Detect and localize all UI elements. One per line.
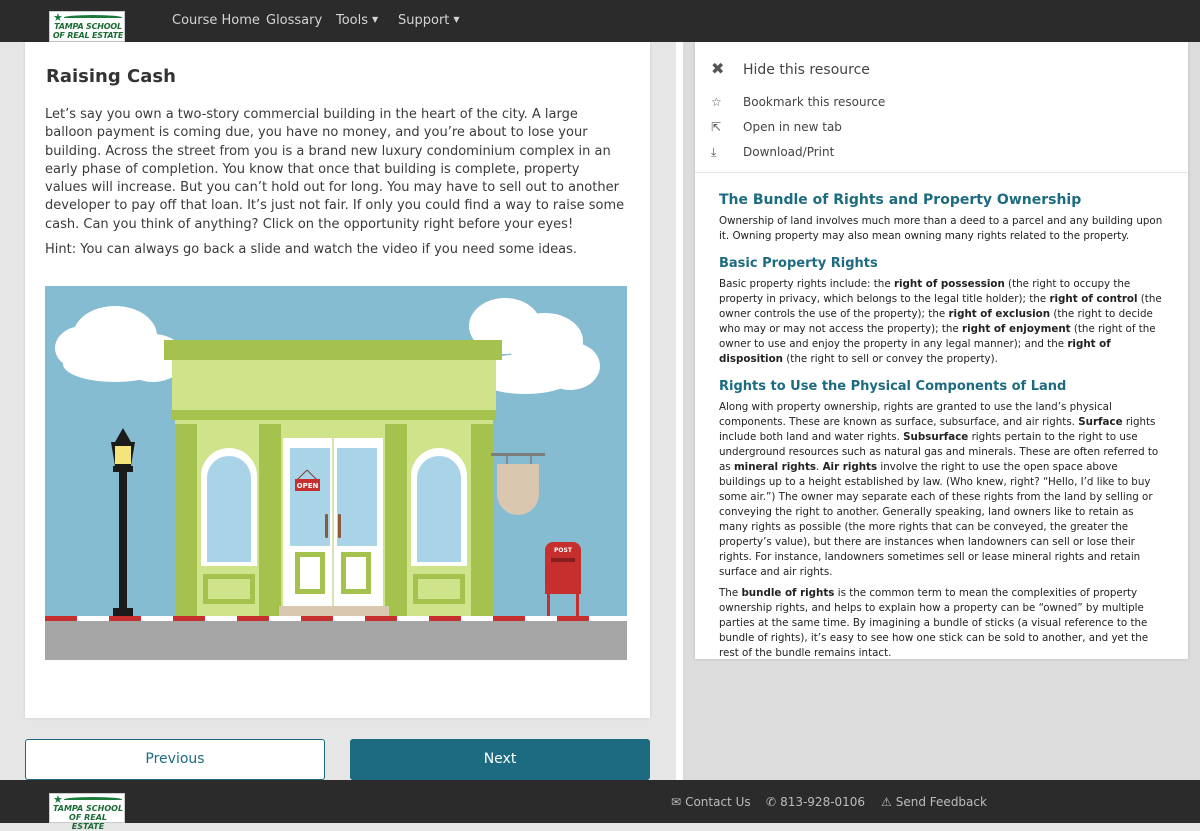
star-outline-icon: ☆ xyxy=(711,95,722,109)
mailbox-label: POST xyxy=(554,547,572,554)
resource-panel xyxy=(695,42,1188,659)
phone-link[interactable] xyxy=(766,795,865,809)
nav-glossary[interactable] xyxy=(266,13,322,28)
physical-rights-heading: Rights to Use the Physical Components of Land xyxy=(719,379,1067,394)
resource-intro: Ownership of land involves much more than a deed to a parcel and any building upon it. Owning property may also mean owning many rights related to the property. xyxy=(719,215,1163,242)
school-logo[interactable] xyxy=(49,11,125,42)
chevron-down-icon: ▼ xyxy=(372,15,379,24)
contact-us-label: Contact Us xyxy=(685,795,751,809)
nav-tools[interactable] xyxy=(336,13,378,28)
lesson-card xyxy=(25,42,650,718)
basic-rights-heading: Basic Property Rights xyxy=(719,256,878,271)
footer-logo-line2: OF REAL ESTATE xyxy=(69,813,107,831)
send-feedback-label: Send Feedback xyxy=(895,795,987,809)
logo-text-line2: OF REAL ESTATE xyxy=(52,31,124,40)
resource-body xyxy=(719,192,1164,667)
download-print-label: Download/Print xyxy=(743,145,835,159)
send-feedback-link[interactable] xyxy=(881,795,987,809)
footer-bar xyxy=(0,780,1200,823)
bundle-of-rights-paragraph: The bundle of rights is the common term to mean the complexities of property ownership rights, and helps to explain how a property can be “owned” by multiple parties at the same time. By imagining a bundle of sticks (a visual reference to the bundle of rights), it’s easy to see how one stick can be sold to another, and yet the rest of the bundle remains intact. xyxy=(719,587,1149,659)
logo-text-line1: TAMPA SCHOOL xyxy=(54,22,122,31)
bookmark-resource-button[interactable] xyxy=(711,95,885,109)
basic-rights-paragraph: Basic property rights include: the right of possession (the right to occupy the property in privacy, which belongs to the legal title holder); the right of control (the owner controls the use of the property); the right of exclusion (the right to decide who may or may not access the property); the right of enjoyment (the right of the owner to use and enjoy the property in any legal manner); and the right of disposition (the right to sell or convey the property). xyxy=(719,278,1162,365)
open-new-tab-label: Open in new tab xyxy=(743,120,842,134)
chevron-down-icon: ▼ xyxy=(453,15,460,24)
logo-swoosh xyxy=(64,797,122,802)
next-button[interactable]: Next xyxy=(350,739,650,780)
lesson-paragraph: Let’s say you own a two-story commercial building in the heart of the city. A large balloon payment is coming due, you have no money, and you’re about to lose your building. Across the street from you is a brand new luxury condominium complex in an early phase of completion. You know that once that building is complete, property values will increase. But you can’t hold out for long. You may have to sell out to another developer to pay off that loan. It’s just not fair. If only you could find a way to raise some cash. Can you think of anything? Click on the opportunity right before your eyes! xyxy=(45,107,625,232)
footer-logo[interactable] xyxy=(49,793,125,831)
phone-icon: ✆ xyxy=(766,795,777,809)
download-icon: ⤓ xyxy=(711,145,717,159)
download-print-button[interactable] xyxy=(711,145,834,160)
lesson-hint: Hint: You can always go back a slide and watch the video if you need some ideas. xyxy=(45,242,578,257)
logo-swoosh xyxy=(64,15,122,20)
star-icon: ★ xyxy=(53,11,63,24)
hide-resource-button[interactable] xyxy=(711,59,870,78)
star-icon: ★ xyxy=(53,793,63,806)
close-icon: ✖ xyxy=(711,59,725,78)
envelope-icon: ✉ xyxy=(671,795,682,809)
nav-course-home[interactable] xyxy=(172,13,260,28)
lesson-title: Raising Cash xyxy=(46,66,176,87)
open-new-tab-button[interactable] xyxy=(711,120,842,134)
right-panel-strip xyxy=(676,42,683,780)
bookmark-resource-label: Bookmark this resource xyxy=(743,95,886,109)
warning-icon: ⚠ xyxy=(881,795,892,809)
contact-us-link[interactable] xyxy=(671,795,751,809)
external-link-icon: ⇱ xyxy=(711,120,722,134)
nav-tools-label: Tools xyxy=(336,13,369,28)
resource-title: The Bundle of Rights and Property Ownership xyxy=(719,192,1082,208)
storefront-illustration[interactable] xyxy=(45,286,627,660)
open-sign-text: OPEN xyxy=(296,482,319,490)
blank-hanging-sign[interactable] xyxy=(497,464,539,515)
physical-rights-paragraph: Along with property ownership, rights are granted to use the land’s physical components. These are known as surface, subsurface, and air rights. Surface rights include both land and water rights. Subsurface rights pertain to the right to use underground resources such as natural gas and minerals. These are often referred to as mineral rights. Air rights involve the right to use the open space above buildings up to a height established by law. (Who knew, right? “Hello, I’d like to buy some air.”) The owner may separate each of these rights from the land by selling or conveying the right to another. Generally speaking, land owners like to retain as many rights as possible (the more rights that can be conveyed, the greater the property’s value), but there are instances when landowners can sell or lose their rights. For instance, landowners sometimes sell or lease mineral rights and retain surface and air rights. xyxy=(719,401,1159,578)
nav-glossary-label: Glossary xyxy=(266,13,323,28)
footer-logo-line1: TAMPA SCHOOL xyxy=(52,804,124,813)
nav-support-label: Support xyxy=(398,13,450,28)
phone-number: 813-928-0106 xyxy=(780,795,866,809)
menu-divider xyxy=(695,172,1188,173)
previous-button[interactable]: Previous xyxy=(25,739,325,780)
nav-support[interactable] xyxy=(398,13,460,28)
hide-resource-label: Hide this resource xyxy=(743,62,870,78)
nav-course-home-label: Course Home xyxy=(172,13,260,28)
